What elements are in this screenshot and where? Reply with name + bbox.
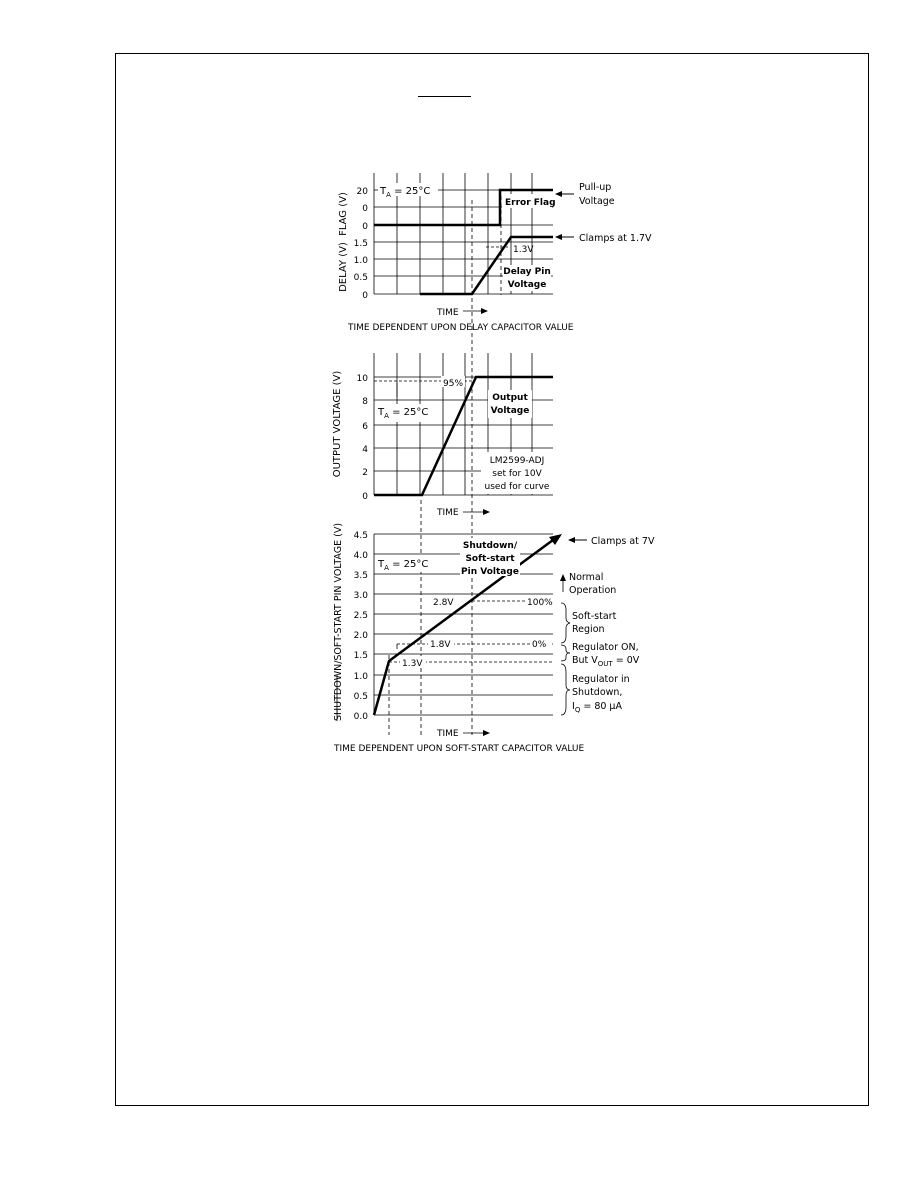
- mid-time-label: TIME: [437, 508, 459, 518]
- output-label-1: Output: [492, 393, 528, 403]
- clamps-17-arrowhead: [555, 234, 562, 240]
- ss-tick-3-0: 3.0: [353, 591, 368, 601]
- pullup-label-1: Pull-up: [579, 182, 612, 193]
- softstart-brace: [561, 603, 570, 643]
- shutdown-label-2: Soft-start: [465, 554, 515, 564]
- bottom-chart: [333, 523, 655, 754]
- ss-tick-0-0: 0.0: [353, 712, 368, 722]
- delay-tick-1-5: 1.5: [353, 239, 368, 249]
- pct95-label: 95%: [443, 379, 464, 389]
- note-line-3: used for curve: [484, 482, 550, 492]
- top-ta-label: $T_A = 25^\circ C$: [380, 186, 431, 199]
- top-time-label: TIME: [437, 308, 459, 318]
- marker-13: 1.3V: [402, 659, 423, 669]
- ss-tick-4-0: 4.0: [353, 551, 368, 561]
- error-flag-label: Error Flag: [505, 198, 556, 208]
- top-caption: TIME DEPENDENT UPON DELAY CAPACITOR VALUE: [348, 323, 574, 333]
- pullup-arrowhead: [555, 191, 562, 197]
- normal-arrowhead: [560, 574, 566, 581]
- shutdown-label-3: Pin Voltage: [461, 567, 519, 577]
- bot-time-label: TIME: [437, 729, 459, 739]
- ss-tick-3-5: 3.5: [353, 571, 368, 581]
- out-tick-0: 0: [362, 492, 368, 502]
- output-voltage-axis-label: OUTPUT VOLTAGE (V): [332, 370, 343, 478]
- flag-axis-label: FLAG (V): [338, 192, 349, 236]
- regulator-on-brace: [561, 645, 570, 661]
- top-time-arrowhead: [481, 308, 488, 314]
- delay-pin-label-2: Voltage: [507, 280, 547, 290]
- region-softstart-1: Soft-start: [572, 611, 617, 622]
- bot-ta-label: $T_A = 25^\circ C$: [378, 559, 429, 572]
- ss-tick-0-5: 0.5: [353, 692, 368, 702]
- clamps-7-label: Clamps at 7V: [591, 536, 655, 547]
- ss-tick-2-0: 2.0: [353, 631, 368, 641]
- delay-threshold-label: 1.3V: [513, 245, 534, 255]
- mid-time-arrowhead: [483, 509, 490, 515]
- shutdown-brace: [561, 664, 570, 715]
- marker-100: 100%: [527, 598, 553, 608]
- clamps-17-label: Clamps at 1.7V: [579, 233, 652, 244]
- region-normal-1: Normal: [569, 572, 604, 583]
- delay-tick-0-5: 0.5: [353, 273, 368, 283]
- delay-axis-label: DELAY (V): [338, 242, 349, 292]
- ss-tick-1-5: 1.5: [353, 651, 368, 661]
- soft-start-arrowhead: [549, 534, 562, 545]
- out-tick-6: 6: [362, 422, 368, 432]
- middle-chart: [332, 353, 553, 518]
- ss-threshold-lines: [389, 601, 553, 662]
- bottom-caption: TIME DEPENDENT UPON SOFT-START CAPACITOR VALUE: [334, 744, 585, 754]
- note-line-2: set for 10V: [492, 469, 542, 479]
- out-tick-4: 4: [362, 445, 368, 455]
- ss-tick-4-5: 4.5: [353, 531, 368, 541]
- out-tick-10: 10: [356, 374, 368, 384]
- flag-tick-20: 20: [356, 187, 368, 197]
- shutdown-label-1: Shutdown/: [462, 541, 518, 551]
- region-shutdown-2: Shutdown,: [572, 687, 623, 698]
- delay-tick-1-0: 1.0: [353, 256, 368, 266]
- delay-tick-0: 0: [362, 291, 368, 301]
- marker-28: 2.8V: [433, 598, 454, 608]
- out-tick-8: 8: [362, 397, 368, 407]
- delay-pin-label-1: Delay Pin: [503, 267, 551, 277]
- ss-tick-1-0: 1.0: [353, 672, 368, 682]
- mid-ta-label: $T_A = 25^\circ C$: [378, 407, 429, 420]
- region-on-1: Regulator ON,: [572, 642, 639, 653]
- clamps-7-arrowhead: [568, 537, 575, 543]
- note-line-1: LM2599-ADJ: [489, 456, 545, 466]
- flag-tick-0b: 0: [362, 222, 368, 232]
- flag-tick-0a: 0: [362, 204, 368, 214]
- region-shutdown-1: Regulator in: [572, 674, 630, 685]
- bot-time-arrowhead: [483, 730, 490, 736]
- region-normal-2: Operation: [569, 585, 617, 596]
- top-chart: [338, 173, 652, 333]
- region-on-2: But $V_{OUT} = 0V$: [572, 655, 640, 668]
- ss-tick-2-5: 2.5: [353, 611, 368, 621]
- pullup-label-2: Voltage: [579, 196, 615, 207]
- out-tick-2: 2: [362, 468, 368, 478]
- output-label-2: Voltage: [490, 406, 530, 416]
- region-softstart-2: Region: [572, 624, 605, 635]
- marker-18: 1.8V: [430, 640, 451, 650]
- marker-0: 0%: [532, 640, 547, 650]
- shutdown-axis-label: SHUTDOWN/SOFT-START PIN VOLTAGE (V): [333, 522, 344, 722]
- region-iq: $I_Q = 80$ µA: [572, 701, 622, 714]
